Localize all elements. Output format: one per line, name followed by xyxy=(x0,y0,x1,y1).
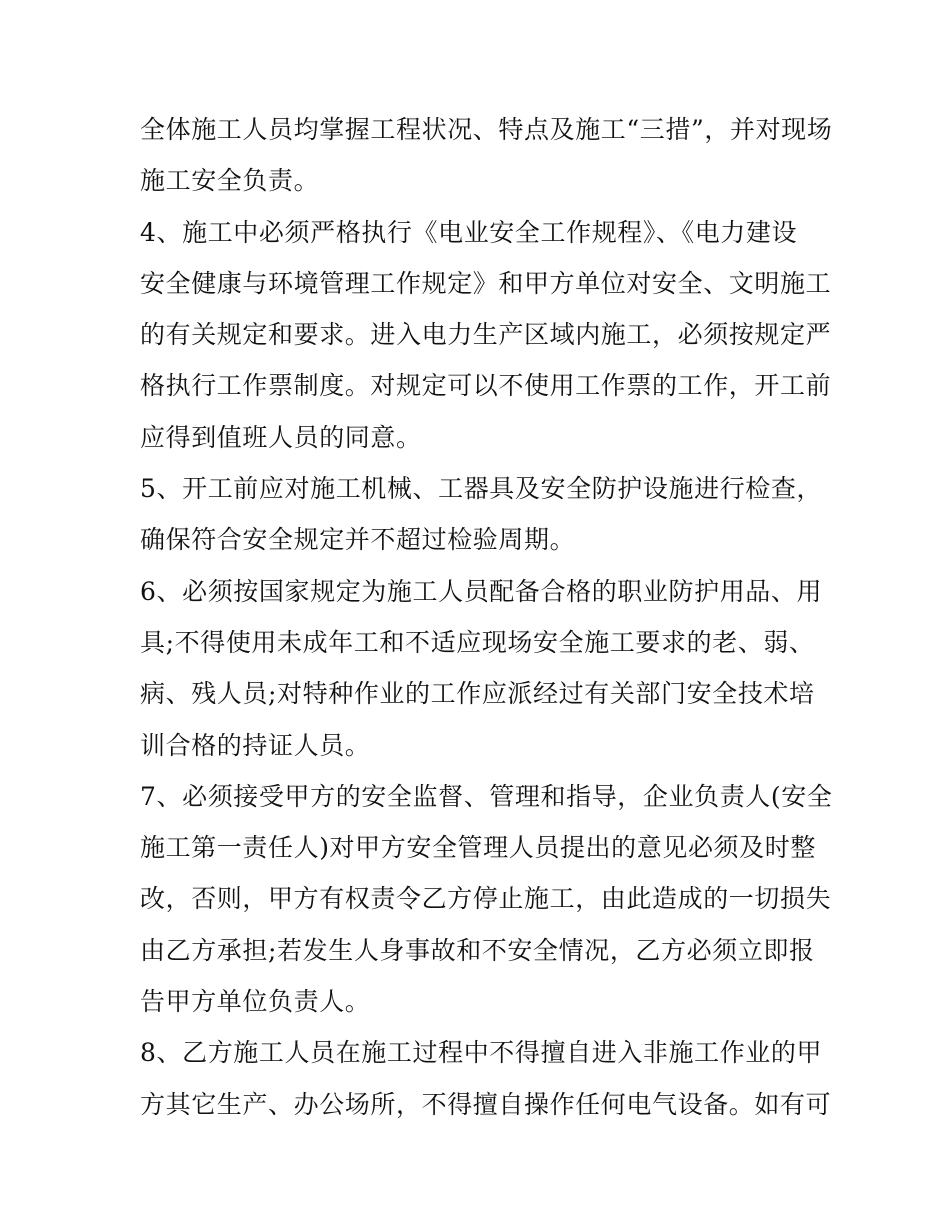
text-line: 确保符合安全规定并不超过检验周期。 xyxy=(140,525,576,555)
text-line: 施工第一责任人)对甲方安全管理人员提出的意见必须及时整 xyxy=(140,833,816,863)
text-line: 施工安全负责。 xyxy=(140,166,320,196)
text-line: 应得到值班人员的同意。 xyxy=(140,422,422,452)
text-line: 告甲方单位负责人。 xyxy=(140,987,371,1017)
text-line: 方其它生产、办公场所，不得擅自操作任何电气设备。如有可 xyxy=(140,1089,832,1119)
text-line: 8、乙方施工人员在施工过程中不得擅自进入非施工作业的甲 xyxy=(140,1038,823,1068)
text-line: 改，否则，甲方有权责令乙方停止施工，由此造成的一切损失 xyxy=(140,884,832,914)
text-line: 安全健康与环境管理工作规定》和甲方单位对安全、文明施工 xyxy=(140,268,832,298)
text-line: 训合格的持证人员。 xyxy=(140,730,371,760)
text-line: 格执行工作票制度。对规定可以不使用工作票的工作，开工前 xyxy=(140,371,832,401)
text-line: 具;不得使用未成年工和不适应现场安全施工要求的老、弱、 xyxy=(140,627,815,657)
text-line: 6、必须按国家规定为施工人员配备合格的职业防护用品、用 xyxy=(140,576,823,606)
text-line: 的有关规定和要求。进入电力生产区域内施工，必须按规定严 xyxy=(140,320,832,350)
text-line: 病、残人员;对特种作业的工作应派经过有关部门安全技术培 xyxy=(140,679,815,709)
text-line: 4、施工中必须严格执行《电业安全工作规程》、《电力建设 xyxy=(140,217,798,247)
text-line: 7、必须接受甲方的安全监督、管理和指导，企业负责人(安全 xyxy=(140,781,833,811)
text-line: 由乙方承担;若发生人身事故和不安全情况，乙方必须立即报 xyxy=(140,935,815,965)
text-line: 全体施工人员均掌握工程状况、特点及施工“三措”，并对现场 xyxy=(140,115,833,144)
document-body xyxy=(140,104,833,1130)
text-line: 5、开工前应对施工机械、工器具及安全防护设施进行检查， xyxy=(140,474,823,504)
